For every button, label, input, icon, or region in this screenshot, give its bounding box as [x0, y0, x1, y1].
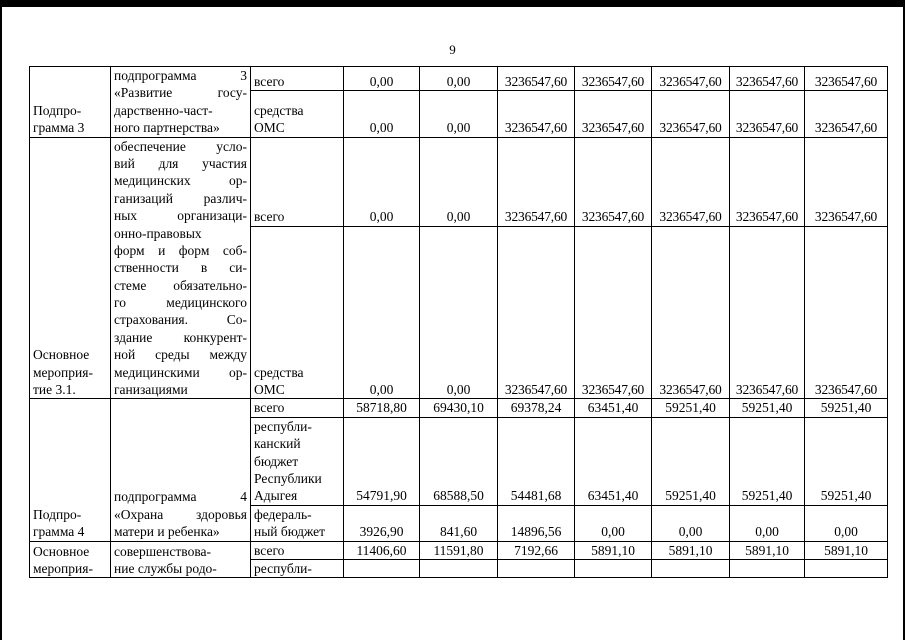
funding-source-cell: [251, 399, 344, 417]
funding-source-cell: [251, 67, 344, 91]
amount-cell: 3236547,60: [498, 226, 575, 399]
measure-code-line: Подпро-: [33, 102, 82, 118]
measure-name-line: онно-правовых: [114, 225, 202, 241]
measure-name-line: ние службы родо-: [114, 560, 217, 576]
funding-source-line: ОМС: [254, 382, 285, 398]
table-row: [30, 399, 888, 417]
amount-cell: 5891,10: [805, 541, 888, 559]
amount-cell: [805, 559, 888, 577]
amount-cell: 7192,66: [498, 541, 575, 559]
amount-cell: 3236547,60: [730, 90, 805, 137]
measure-name-line: ганизациями: [114, 382, 188, 398]
amount-cell: 0,00: [420, 67, 498, 91]
amount-cell: 59251,40: [730, 417, 805, 505]
amount-cell: 3236547,60: [652, 90, 730, 137]
measure-name-line: ной среды между: [114, 347, 247, 363]
amount-cell: 14896,56: [498, 505, 575, 541]
amount-cell: 58718,80: [344, 399, 420, 417]
measure-name-line: страхования. Со-: [114, 312, 247, 328]
measure-name-line: ных организаци-: [114, 208, 247, 224]
amount-cell: 59251,40: [652, 399, 730, 417]
measure-name-cell: [111, 541, 251, 578]
budget-table-body: [30, 67, 888, 578]
funding-source-cell: [251, 226, 344, 399]
amount-cell: 0,00: [730, 505, 805, 541]
measure-code-line: Основное: [33, 347, 90, 363]
amount-cell: [730, 559, 805, 577]
funding-source-cell: [251, 559, 344, 577]
amount-cell: 3236547,60: [575, 67, 652, 91]
amount-cell: 3236547,60: [805, 137, 888, 226]
measure-code-line: Подпро-: [33, 506, 82, 522]
amount-cell: [652, 559, 730, 577]
amount-cell: 54791,90: [344, 417, 420, 505]
amount-cell: 54481,68: [498, 417, 575, 505]
measure-name-line: медицинскими ор-: [114, 364, 247, 380]
page-left-border: [0, 0, 2, 640]
amount-cell: 5891,10: [730, 541, 805, 559]
measure-code-cell: [30, 137, 111, 399]
amount-cell: 3926,90: [344, 505, 420, 541]
amount-cell: 0,00: [344, 90, 420, 137]
amount-cell: 3236547,60: [652, 67, 730, 91]
funding-source-line: федераль-: [254, 506, 312, 522]
amount-cell: 3236547,60: [805, 226, 888, 399]
measure-code-cell: [30, 67, 111, 138]
measure-name-line: ганизаций различ-: [114, 190, 247, 206]
page-top-border: [0, 0, 905, 7]
amount-cell: 0,00: [344, 137, 420, 226]
amount-cell: [498, 559, 575, 577]
funding-source-line: ный бюджет: [254, 524, 326, 540]
amount-cell: 3236547,60: [730, 137, 805, 226]
amount-cell: 0,00: [575, 505, 652, 541]
measure-name-line: стеме обязательно-: [114, 277, 247, 293]
measure-name-line: дарственно-част-: [114, 102, 213, 118]
page-number: 9: [449, 42, 456, 57]
amount-cell: 68588,50: [420, 417, 498, 505]
amount-cell: 59251,40: [730, 399, 805, 417]
amount-cell: [344, 559, 420, 577]
amount-cell: 3236547,60: [730, 67, 805, 91]
amount-cell: 5891,10: [652, 541, 730, 559]
amount-cell: 59251,40: [805, 417, 888, 505]
funding-source-line: всего: [254, 73, 285, 89]
table-row: [30, 67, 888, 91]
amount-cell: 11406,60: [344, 541, 420, 559]
funding-source-line: республи-: [254, 418, 312, 434]
amount-cell: 0,00: [805, 505, 888, 541]
measure-name-line: «Охрана здоровья: [114, 506, 247, 522]
amount-cell: 3236547,60: [805, 67, 888, 91]
amount-cell: 3236547,60: [730, 226, 805, 399]
amount-cell: 59251,40: [652, 417, 730, 505]
amount-cell: 11591,80: [420, 541, 498, 559]
table-row: [30, 137, 888, 226]
funding-source-cell: [251, 417, 344, 505]
measure-code-cell: [30, 399, 111, 541]
measure-code-line: грамма 4: [33, 524, 85, 540]
measure-code-line: мероприя-: [33, 364, 93, 380]
measure-name-line: матери и ребенка»: [114, 524, 220, 540]
amount-cell: 3236547,60: [805, 90, 888, 137]
measure-name-line: ного партнерства»: [114, 120, 220, 136]
amount-cell: 5891,10: [575, 541, 652, 559]
amount-cell: 3236547,60: [575, 137, 652, 226]
amount-cell: 3236547,60: [575, 90, 652, 137]
measure-name-line: подпрограмма 3: [114, 68, 247, 83]
amount-cell: 69430,10: [420, 399, 498, 417]
measure-name-line: подпрограмма 4: [114, 489, 247, 505]
measure-code-line: Основное: [33, 543, 90, 559]
funding-source-line: Республики: [254, 471, 322, 486]
measure-code-line: мероприя-: [33, 560, 93, 576]
funding-source-line: Адыгея: [254, 488, 298, 504]
funding-source-line: ОМС: [254, 120, 285, 136]
measure-name-line: ственности в си-: [114, 260, 247, 276]
funding-source-cell: [251, 505, 344, 541]
amount-cell: 0,00: [420, 226, 498, 399]
measure-code-line: тие 3.1.: [33, 382, 76, 398]
funding-source-line: средства: [254, 364, 304, 380]
amount-cell: 0,00: [344, 226, 420, 399]
amount-cell: 0,00: [652, 505, 730, 541]
measure-name-cell: [111, 67, 251, 138]
measure-code-cell: [30, 541, 111, 578]
measure-name-line: обеспечение усло-: [114, 138, 247, 154]
funding-source-line: бюджет: [254, 453, 299, 469]
measure-name-line: вий для участия: [114, 155, 247, 171]
amount-cell: 69378,24: [498, 399, 575, 417]
amount-cell: 3236547,60: [498, 90, 575, 137]
measure-name-line: форм и форм соб-: [114, 242, 247, 258]
measure-name-line: совершенствова-: [114, 543, 211, 559]
amount-cell: 0,00: [420, 90, 498, 137]
table-row: [30, 541, 888, 559]
measure-name-line: «Развитие госу-: [114, 85, 247, 101]
measure-name-cell: [111, 399, 251, 541]
amount-cell: [420, 559, 498, 577]
amount-cell: 63451,40: [575, 399, 652, 417]
measure-code-line: грамма 3: [33, 120, 85, 136]
measure-name-cell: [111, 137, 251, 399]
amount-cell: 3236547,60: [498, 137, 575, 226]
funding-source-line: всего: [254, 400, 285, 416]
funding-source-cell: [251, 541, 344, 559]
funding-source-line: средства: [254, 102, 304, 118]
amount-cell: 841,60: [420, 505, 498, 541]
measure-name-line: медицинских ор-: [114, 173, 247, 189]
funding-source-line: канский: [254, 436, 301, 452]
funding-source-cell: [251, 137, 344, 226]
funding-source-line: республи-: [254, 560, 312, 576]
measure-name-line: здание конкурент-: [114, 329, 247, 345]
measure-name-line: го медицинского: [114, 295, 247, 311]
amount-cell: 59251,40: [805, 399, 888, 417]
amount-cell: 0,00: [344, 67, 420, 91]
amount-cell: 3236547,60: [498, 67, 575, 91]
amount-cell: 3236547,60: [575, 226, 652, 399]
funding-source-line: всего: [254, 542, 285, 558]
amount-cell: 3236547,60: [652, 137, 730, 226]
funding-source-line: всего: [254, 209, 285, 225]
funding-source-cell: [251, 90, 344, 137]
amount-cell: 0,00: [420, 137, 498, 226]
amount-cell: 63451,40: [575, 417, 652, 505]
amount-cell: 3236547,60: [652, 226, 730, 399]
budget-table: [29, 66, 888, 578]
amount-cell: [575, 559, 652, 577]
